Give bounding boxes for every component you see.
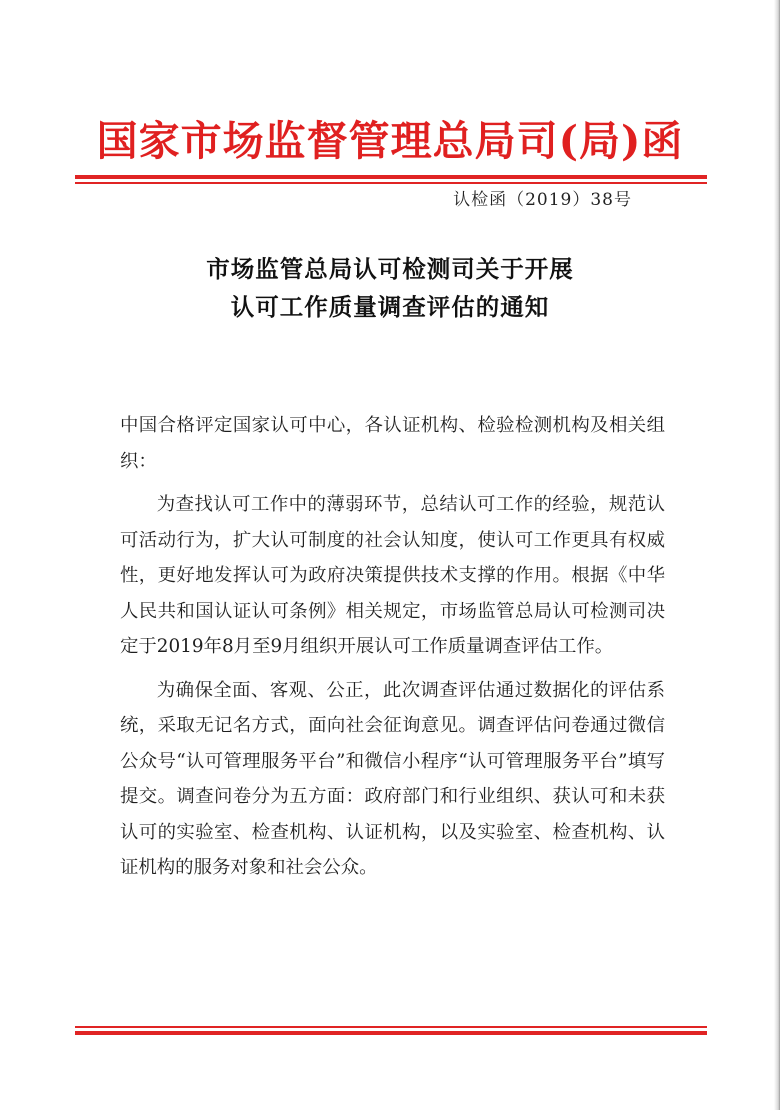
footer-red-rule-thin: [75, 1026, 707, 1028]
letterhead-title: 国家市场监督管理总局司(局)函: [96, 117, 684, 165]
document-title-line-2: 认可工作质量调查评估的通知: [230, 293, 550, 321]
letterhead-red-rule-thick: [75, 175, 707, 179]
document-body: [120, 408, 665, 886]
document-title: [60, 250, 720, 326]
scan-edge-shadow: [774, 0, 780, 1110]
body-paragraph: 为确保全面、客观、公正，此次调查评估通过数据化的评估系统，采取无记名方式，面向社会征询意见。调查评估问卷通过微信公众号“认可管理服务平台”和微信小程序“认可管理服务平台”填写提交。调查问卷分为五方面：政府部门和行业组织、获认可和未获认可的实验室、检查机构、认证机构，以及实验室、检查机构、认证机构的服务对象和社会公众。: [120, 679, 665, 878]
letterhead-red-rule-thin: [75, 182, 707, 184]
body-paragraph: 为查找认可工作中的薄弱环节，总结认可工作的经验，规范认可活动行为，扩大认可制度的社会认知度，使认可工作更具有权威性，更好地发挥认可为政府决策提供技术支撑的作用。根据《中华人民共和国认证认可条例》相关规定，市场监管总局认可检测司决定于2019年8月至9月组织开展认可工作质量调查评估工作。: [120, 494, 665, 657]
document-number: 认检函（2019）38号: [453, 190, 632, 210]
footer-red-rule-thick: [75, 1031, 707, 1035]
document-title-line-1: 市场监管总局认可检测司关于开展: [206, 255, 574, 283]
salutation: 中国合格评定国家认可中心，各认证机构、检验检测机构及相关组织：: [120, 415, 665, 472]
